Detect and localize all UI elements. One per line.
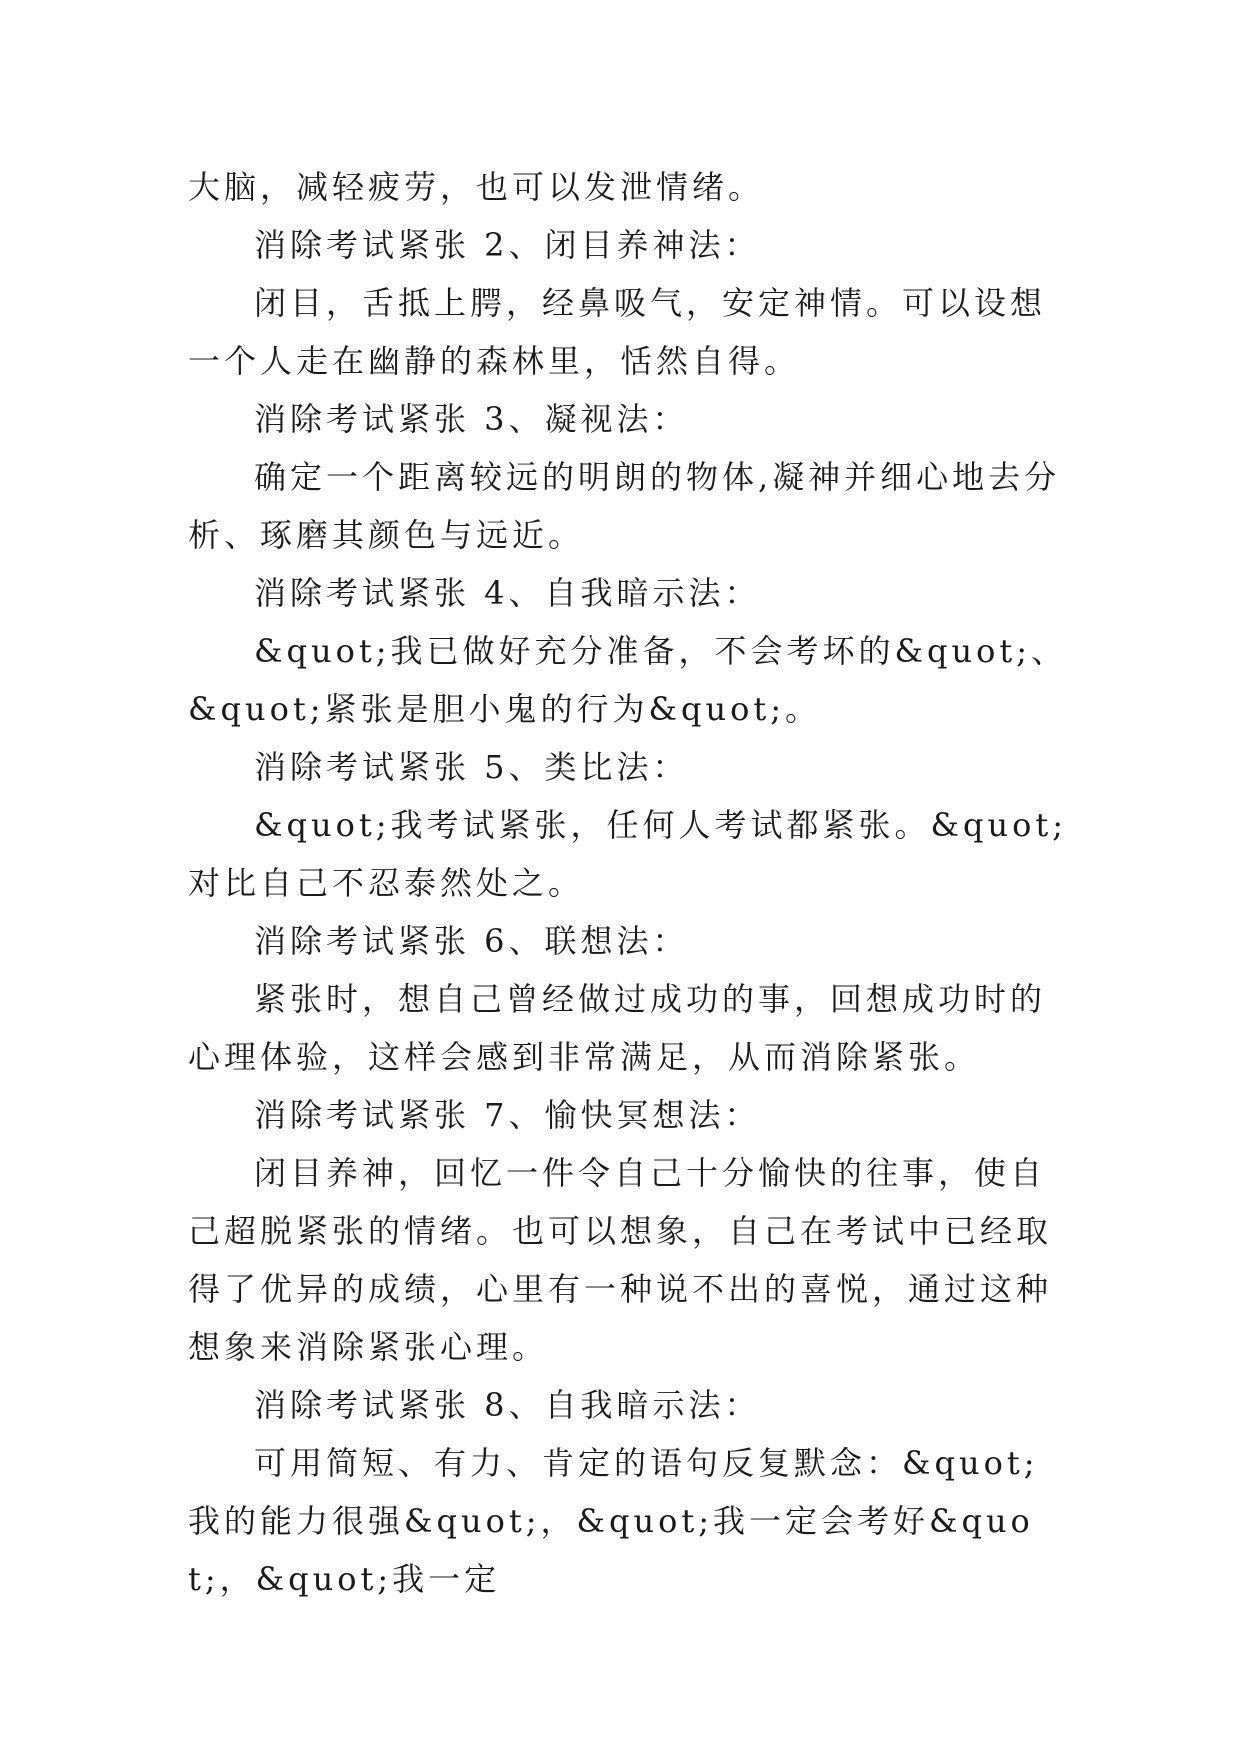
paragraph: 可用简短、有力、肯定的语句反复默念：&quot;我的能力很强&quot;，&quot;我一定会考好&quot;，&quot;我一定 [188,1444,1039,1598]
paragraph: 闭目，舌抵上腭，经鼻吸气，安定神情。可以设想一个人走在幽静的森林里，恬然自得。 [188,284,1047,380]
section-heading: 消除考试紧张 4、自我暗示法： [254,574,761,612]
section-heading: 消除考试紧张 3、凝视法： [254,400,689,438]
section-heading: 消除考试紧张 7、愉快冥想法： [254,1096,761,1134]
document-body [188,158,1068,1608]
section-heading: 消除考试紧张 6、联想法： [254,922,689,960]
section-heading: 消除考试紧张 2、闭目养神法： [254,226,761,264]
paragraph-continuation: 大脑，减轻疲劳，也可以发泄情绪。 [188,168,765,206]
section-heading: 消除考试紧张 5、类比法： [254,748,689,786]
section-heading: 消除考试紧张 8、自我暗示法： [254,1386,761,1424]
paragraph: &quot;我考试紧张，任何人考试都紧张。&quot;对比自己不忍泰然处之。 [188,806,1067,902]
paragraph: 闭目养神，回忆一件令自己十分愉快的往事，使自己超脱紧张的情绪。也可以想象，自己在考试中已经取得了优异的成绩，心里有一种说不出的喜悦，通过这种想象来消除紧张心理。 [188,1154,1053,1366]
paragraph: 确定一个距离较远的明朗的物体,凝神并细心地去分析、琢磨其颜色与远近。 [188,458,1061,554]
paragraph: 紧张时，想自己曾经做过成功的事，回想成功时的心理体验，这样会感到非常满足，从而消除紧张。 [188,980,1047,1076]
paragraph: &quot;我已做好充分准备，不会考坏的&quot;、&quot;紧张是胆小鬼的行为&quot;。 [188,632,1067,728]
